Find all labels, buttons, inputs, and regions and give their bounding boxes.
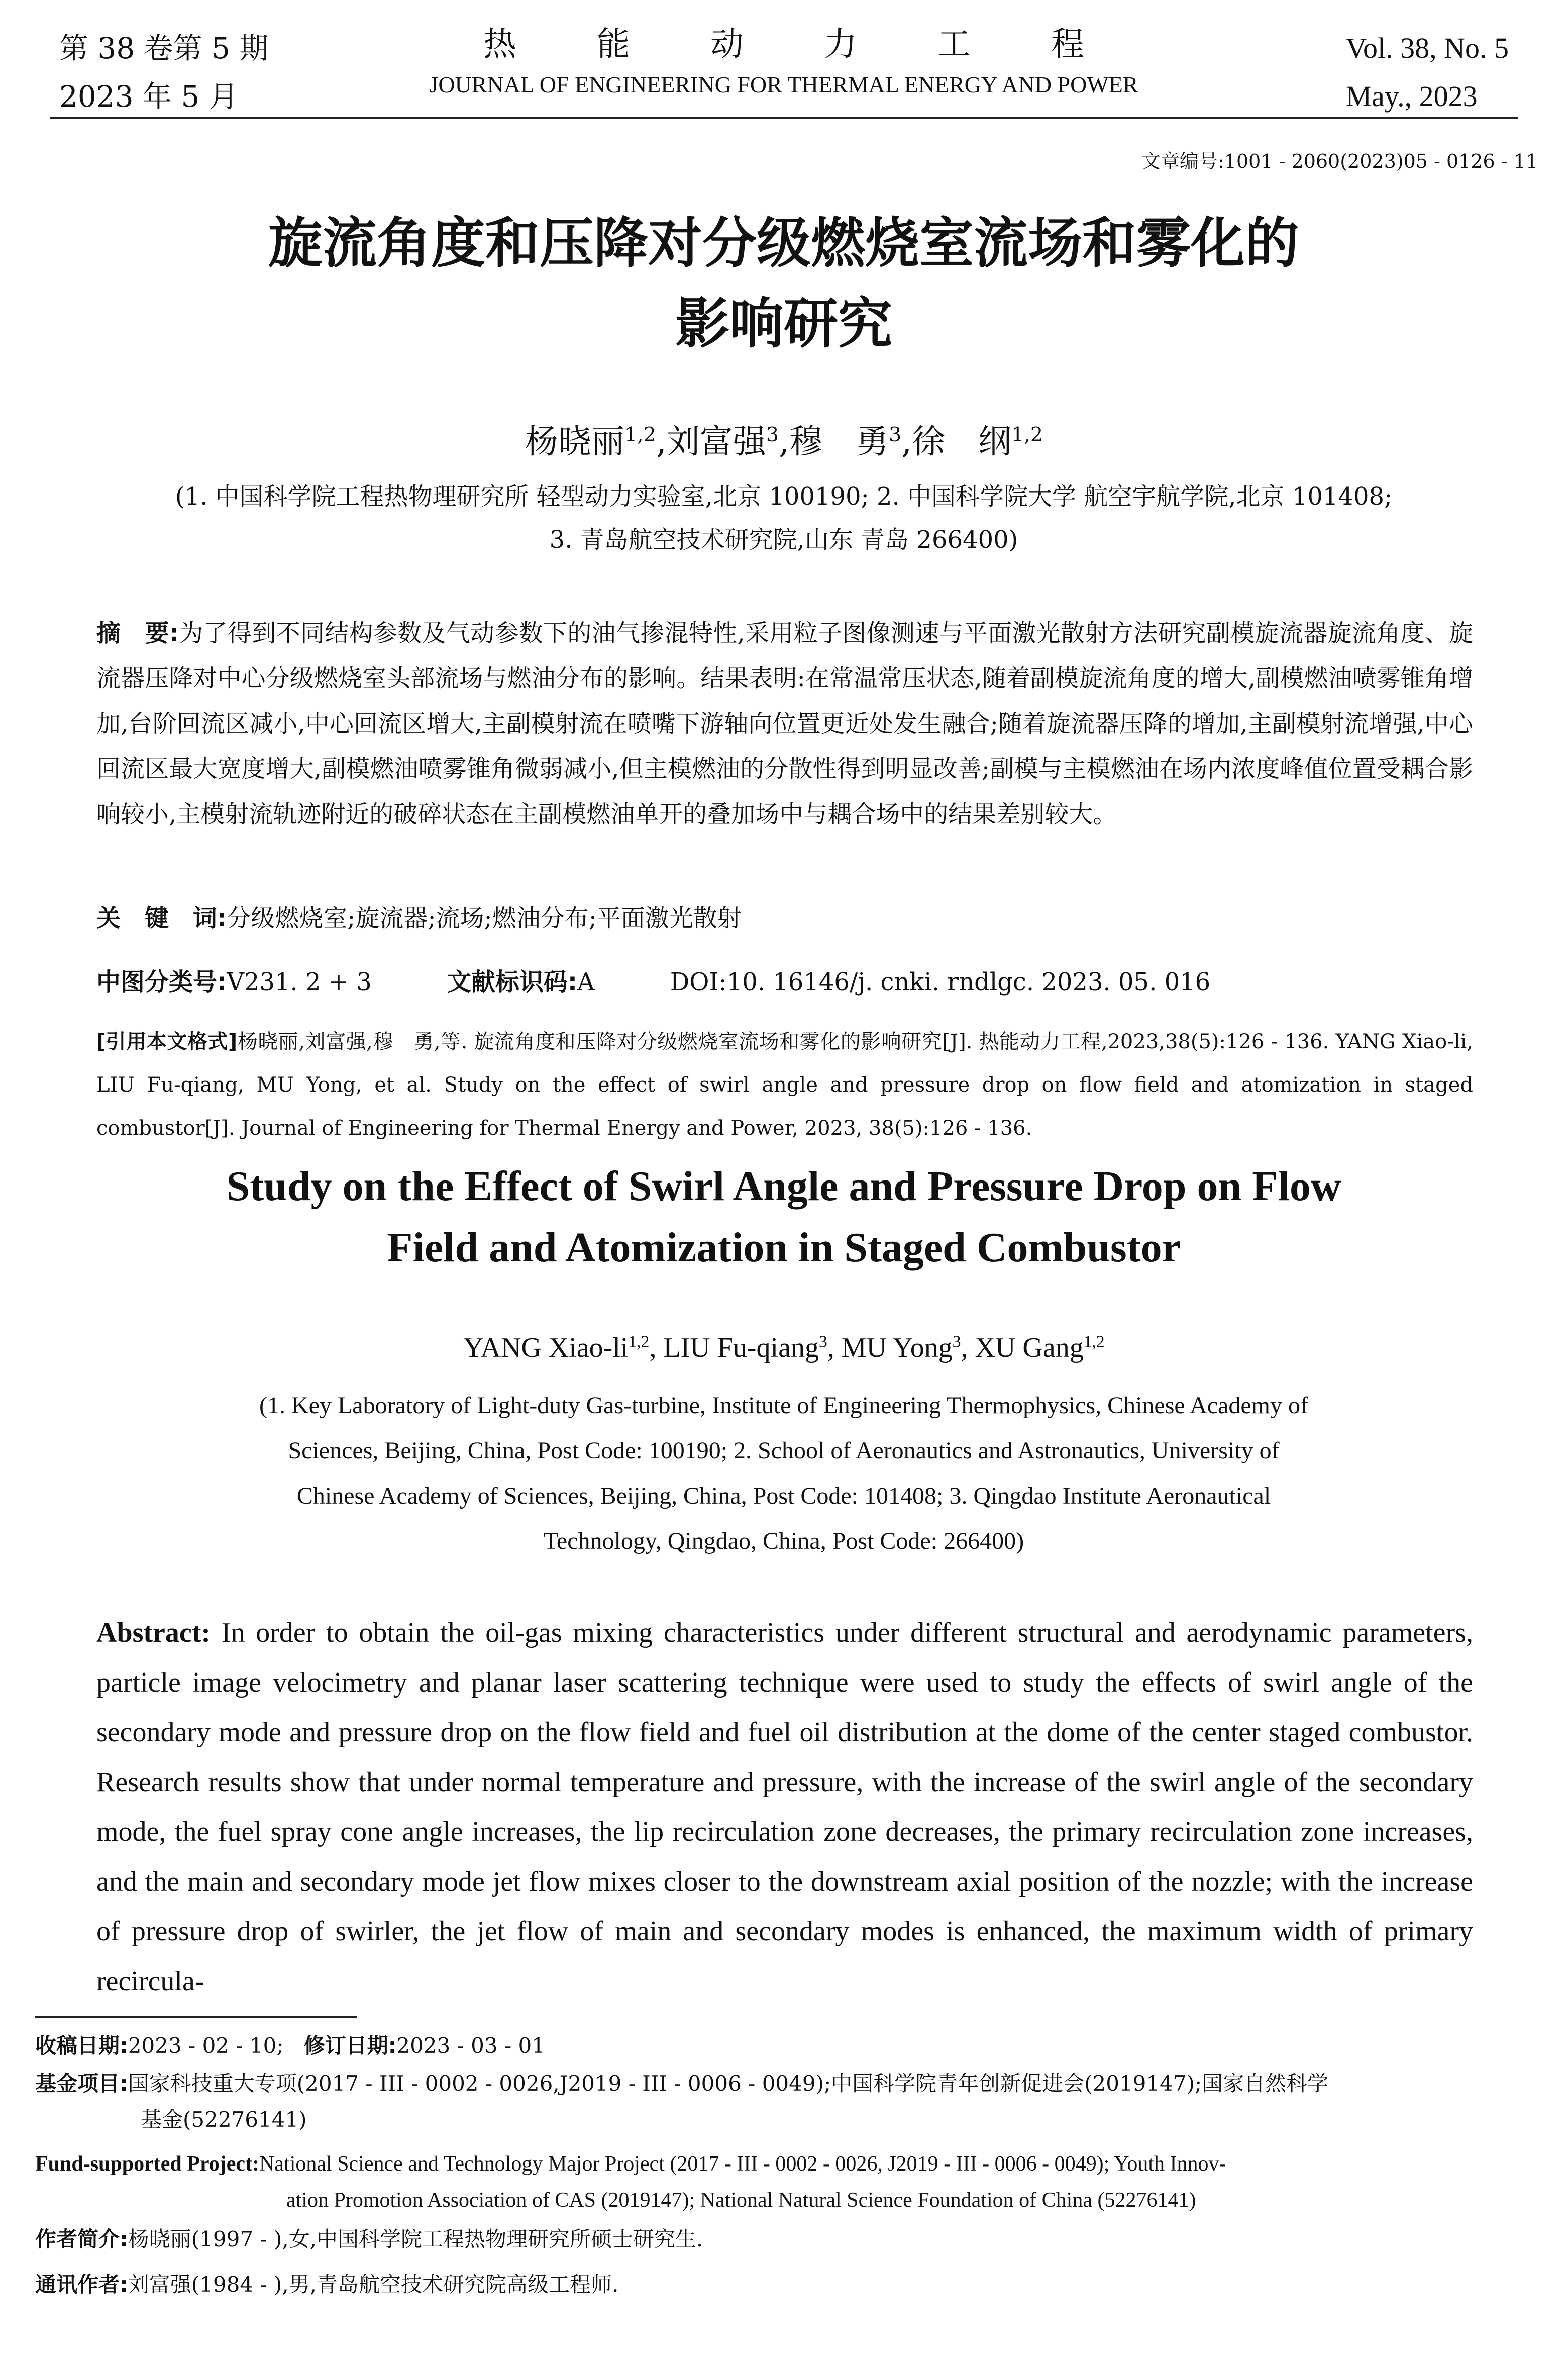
citation-text: 杨晓丽,刘富强,穆 勇,等. 旋流角度和压降对分级燃烧室流场和雾化的影响研究[J]. 热能动力工程,2023,38(5):126 - 136. YANG Xiao-li, LIU Fu-qiang, MU Yong, et al. Study on the effect of swirl angle and pressure drop on flow field and atomization in staged combustor[J]. Journal of Engineering for Thermal Energy and Power, 2023, 38(5):126 - 136. — [96, 1030, 1474, 1140]
affiliation-en-line: Technology, Qingdao, China, Post Code: 266400) — [543, 1528, 1024, 1554]
date-cn: 2023 年 5 月 — [59, 79, 238, 114]
author-affil-mark: 3 — [952, 1332, 961, 1351]
header-volume-en — [1346, 24, 1509, 121]
author-affil-mark: 3 — [818, 1332, 827, 1351]
header-divider — [50, 117, 1518, 119]
doc-code-value: A — [577, 968, 595, 996]
author-cn: 穆 勇 — [789, 422, 889, 461]
abstract-cn-label: 摘 要: — [96, 619, 179, 647]
author-affil-mark: 1,2 — [1011, 423, 1043, 446]
authors-cn: 杨晓丽$^{1,2}$,刘富强$^3$,穆 勇$^3$,徐 纲$^{1,2}$ — [525, 422, 1043, 461]
clc-value: V231. 2 + 3 — [227, 968, 372, 996]
author-cn: 刘富强 — [666, 422, 766, 461]
abstract-en-label: Abstract: — [96, 1617, 211, 1648]
received-date: 2023 - 02 - 10; — [128, 2033, 284, 2058]
article-number: 文章编号:1001 - 2060(2023)05 - 0126 - 11 — [1141, 150, 1538, 172]
affiliation-en-line: (1. Key Laboratory of Light-duty Gas-turbine, Institute of Engineering Thermophysics, Chinese Academy of — [259, 1392, 1308, 1419]
revised-date: 2023 - 03 - 01 — [396, 2033, 545, 2058]
title-cn — [100, 204, 1467, 364]
affiliation-cn-line: 3. 青岛航空技术研究院,山东 青岛 266400) — [549, 526, 1018, 554]
affiliation-en-line: Sciences, Beijing, China, Post Code: 100190; 2. School of Aeronautics and Astronautics, University of — [288, 1437, 1280, 1464]
abstract-en-text: In order to obtain the oil-gas mixing characteristics under different structural and aerodynamic parameters, particle image velocimetry and planar laser scattering technique were used to study the effects of swirl angle of the secondary mode and pressure drop on the flow field and fuel oil distribution at the dome of the center staged combustor. Research results show that under normal temperature and pressure, with the increase of the swirl angle of the secondary mode, the fuel spray cone angle increases, the lip recirculation zone decreases, the primary recirculation zone increases, and the main and secondary mode jet flow mixes closer to the downstream axial position of the nozzle; with the increase of pressure drop of swirler, the jet flow of main and secondary modes is enhanced, the maximum width of primary recircula- — [96, 1617, 1474, 1997]
footnote-corresponding — [35, 2267, 1522, 2303]
author-en: MU Yong — [841, 1332, 953, 1363]
keywords-cn-label: 关 键 词: — [96, 904, 227, 932]
affiliations-en — [166, 1383, 1402, 1564]
clc-label: 中图分类号: — [96, 968, 227, 996]
author-affil-mark: 1,2 — [1083, 1332, 1105, 1351]
author-affil-mark: 1,2 — [628, 1332, 650, 1351]
citation-label: [引用本文格式] — [96, 1030, 238, 1053]
volume-cn: 第 38 卷第 5 期 — [59, 31, 269, 65]
fund-cn-text: 基金(52276141) — [141, 2107, 307, 2132]
journal-name-en: JOURNAL OF ENGINEERING FOR THERMAL ENERGY AND POWER — [429, 72, 1138, 97]
keywords-cn-text: 分级燃烧室;旋流器;流场;燃油分布;平面激光散射 — [227, 904, 742, 932]
volume-en: Vol. 38, No. 5 — [1345, 32, 1509, 64]
fund-en-label: Fund-supported Project: — [35, 2152, 260, 2176]
author-en: YANG Xiao-li — [463, 1332, 629, 1363]
received-label: 收稿日期: — [35, 2033, 128, 2058]
corresponding-author: 刘富强(1984 - ),男,青岛航空技术研究院高级工程师. — [128, 2272, 619, 2297]
footnote-fund-cn — [35, 2065, 1522, 2138]
abstract-en — [96, 1608, 1473, 2006]
author-bio-label: 作者简介: — [35, 2227, 128, 2251]
title-en-line2: Field and Atomization in Staged Combustor — [387, 1224, 1181, 1271]
affiliations-cn — [65, 475, 1502, 561]
fund-en-text: ation Promotion Association of CAS (2019147); National Natural Science Foundation of China (52276141) — [286, 2189, 1196, 2212]
header-journal — [311, 21, 1256, 103]
title-cn-line2: 影响研究 — [675, 292, 892, 355]
citation-format — [96, 1020, 1473, 1150]
title-cn-line1: 旋流角度和压降对分级燃烧室流场和雾化的 — [268, 212, 1299, 275]
keywords-cn — [96, 899, 742, 933]
doi: DOI:10. 16146/j. cnki. rndlgc. 2023. 05. 016 — [670, 968, 1211, 996]
doc-code-label: 文献标识码: — [447, 968, 578, 996]
affiliation-en-line: Chinese Academy of Sciences, Beijing, China, Post Code: 101408; 3. Qingdao Institute Aeronautical — [296, 1483, 1271, 1509]
author-en: XU Gang — [975, 1332, 1084, 1363]
author-affil-mark: 3 — [888, 423, 902, 446]
date-en: May., 2023 — [1345, 80, 1478, 113]
authors-en: YANG Xiao-li$^{1,2}$, LIU Fu-qiang$^3$, MU Yong$^3$, XU Gang$^{1,2}$ — [463, 1332, 1105, 1363]
abstract-cn-text: 为了得到不同结构参数及气动参数下的油气掺混特性,采用粒子图像测速与平面激光散射方法研究副模旋流器旋流角度、旋流器压降对中心分级燃烧室头部流场与燃油分布的影响。结果表明:在常温常压状态,随着副模旋流角度的增大,副模燃油喷雾锥角增加,台阶回流区减小,中心回流区增大,主副模射流在喷嘴下游轴向位置更近处发生融合;随着旋流器压降的增加,主副模射流增强,中心回流区最大宽度增大,副模燃油喷雾锥角微弱减小,但主模燃油的分散性得到明显改善;副模与主模燃油在场内浓度峰值位置受耦合影响较小,主模射流轨迹附近的破碎状态在主副模燃油单开的叠加场中与耦合场中的结果差别较大。 — [96, 619, 1473, 828]
header-volume-cn — [59, 24, 268, 121]
footnote-dates — [35, 2028, 1522, 2064]
author-en: LIU Fu-qiang — [663, 1332, 819, 1363]
footnote-author — [35, 2221, 1522, 2257]
abstract-cn — [96, 611, 1473, 837]
classification-row — [96, 962, 1473, 997]
author-cn: 杨晓丽 — [525, 422, 624, 461]
author-affil-mark: 1,2 — [624, 423, 656, 446]
title-en-line1: Study on the Effect of Swirl Angle and Pressure Drop on Flow — [226, 1163, 1341, 1210]
fund-cn-text: 国家科技重大专项(2017 - III - 0002 - 0026,J2019 - III - 0006 - 0049);中国科学院青年创新促进会(2019147);国家自然科学 — [128, 2071, 1329, 2096]
footnote-fund-en — [35, 2146, 1522, 2218]
author-bio: 杨晓丽(1997 - ),女,中国科学院工程热物理研究所硕士研究生. — [128, 2227, 703, 2251]
fund-en-text: National Science and Technology Major Project (2017 - III - 0002 - 0026, J2019 - III - 0006 - 0049); Youth Innov- — [259, 2152, 1226, 2176]
title-en — [80, 1156, 1487, 1278]
author-affil-mark: 3 — [766, 423, 779, 446]
footnote-divider — [35, 2016, 357, 2018]
journal-name-cn: 热能动力工程 — [483, 25, 1165, 63]
corresponding-label: 通讯作者: — [35, 2272, 128, 2297]
affiliation-cn-line: (1. 中国科学院工程热物理研究所 轻型动力实验室,北京 100190; 2. 中国科学院大学 航空宇航学院,北京 101408; — [175, 482, 1393, 511]
revised-label: 修订日期: — [303, 2033, 397, 2058]
author-cn: 徐 纲 — [912, 422, 1012, 461]
fund-cn-label: 基金项目: — [35, 2071, 128, 2096]
